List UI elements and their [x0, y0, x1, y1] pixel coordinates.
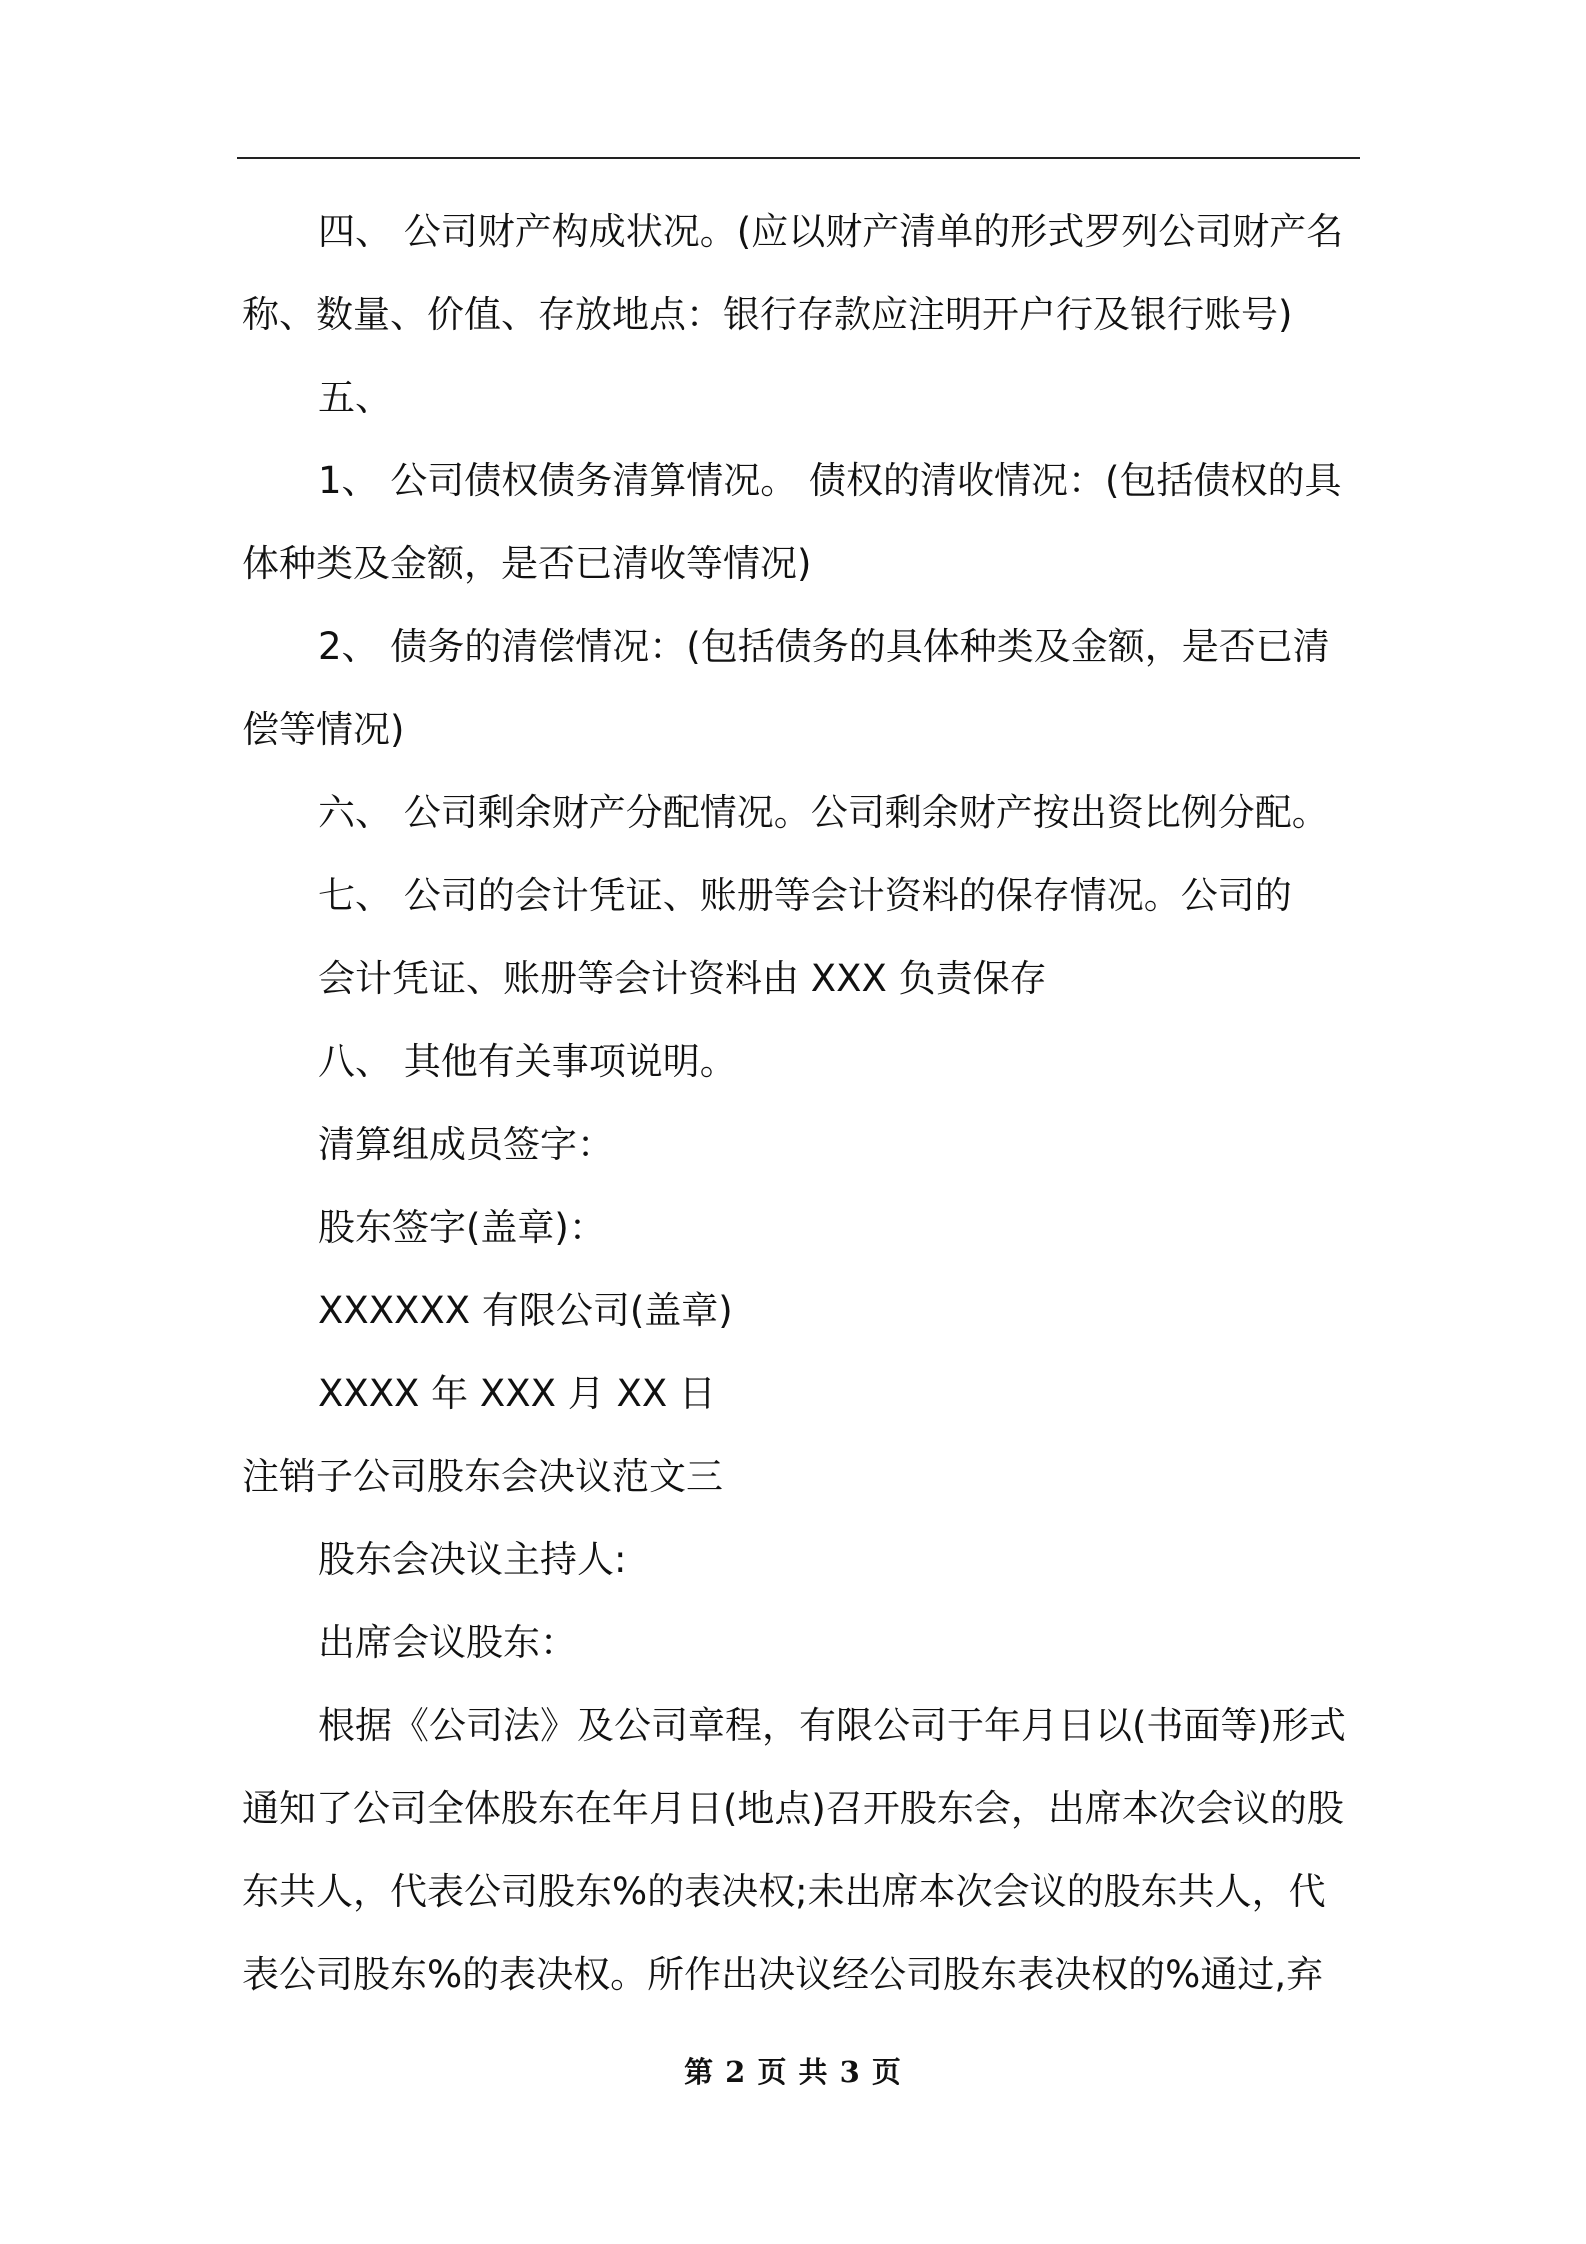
text-line: 七、 公司的会计凭证、账册等会计资料的保存情况。公司的 [318, 874, 1292, 917]
text-line: 四、 公司财产构成状况。(应以财产清单的形式罗列公司财产名 [318, 210, 1344, 253]
text-line: 根据《公司法》及公司章程，有限公司于年月日以(书面等)形式 [318, 1704, 1346, 1747]
document-body [242, 190, 1358, 2016]
text-line: 八、 其他有关事项说明。 [318, 1040, 737, 1083]
text-line: 出席会议股东： [318, 1621, 577, 1664]
document-section-title: 注销子公司股东会决议范文三 [242, 1455, 723, 1498]
text-line: 称、数量、价值、存放地点：银行存款应注明开户行及银行账号) [242, 293, 1293, 336]
text-line: 通知了公司全体股东在年月日(地点)召开股东会，出席本次会议的股 [242, 1787, 1344, 1830]
company-seal-line: XXXXXX 有限公司(盖章) [318, 1289, 733, 1332]
text-line: 表公司股东%的表决权。所作出决议经公司股东表决权的%通过,弃 [242, 1953, 1324, 1996]
signature-label: 清算组成员签字： [318, 1123, 614, 1166]
text-line: 偿等情况) [242, 708, 405, 751]
header-rule [237, 157, 1360, 159]
text-line: 体种类及金额，是否已清收等情况) [242, 542, 812, 585]
text-line: 会计凭证、账册等会计资料由 XXX 负责保存 [318, 957, 1047, 1000]
page-number: 第 2 页 共 3 页 [684, 2055, 902, 2089]
text-line: 2、 债务的清偿情况：(包括债务的具体种类及金额，是否已清 [318, 625, 1330, 668]
date-line: XXXX 年 XXX 月 XX 日 [318, 1372, 716, 1415]
text-line: 东共人，代表公司股东%的表决权;未出席本次会议的股东共人，代 [242, 1870, 1326, 1913]
signature-label: 股东签字(盖章)： [318, 1206, 606, 1249]
text-line: 1、 公司债权债务清算情况。 债权的清收情况：(包括债权的具 [318, 459, 1342, 502]
section-heading: 五、 [318, 376, 392, 419]
text-line: 股东会决议主持人: [318, 1538, 627, 1581]
text-line: 六、 公司剩余财产分配情况。公司剩余财产按出资比例分配。 [318, 791, 1329, 834]
